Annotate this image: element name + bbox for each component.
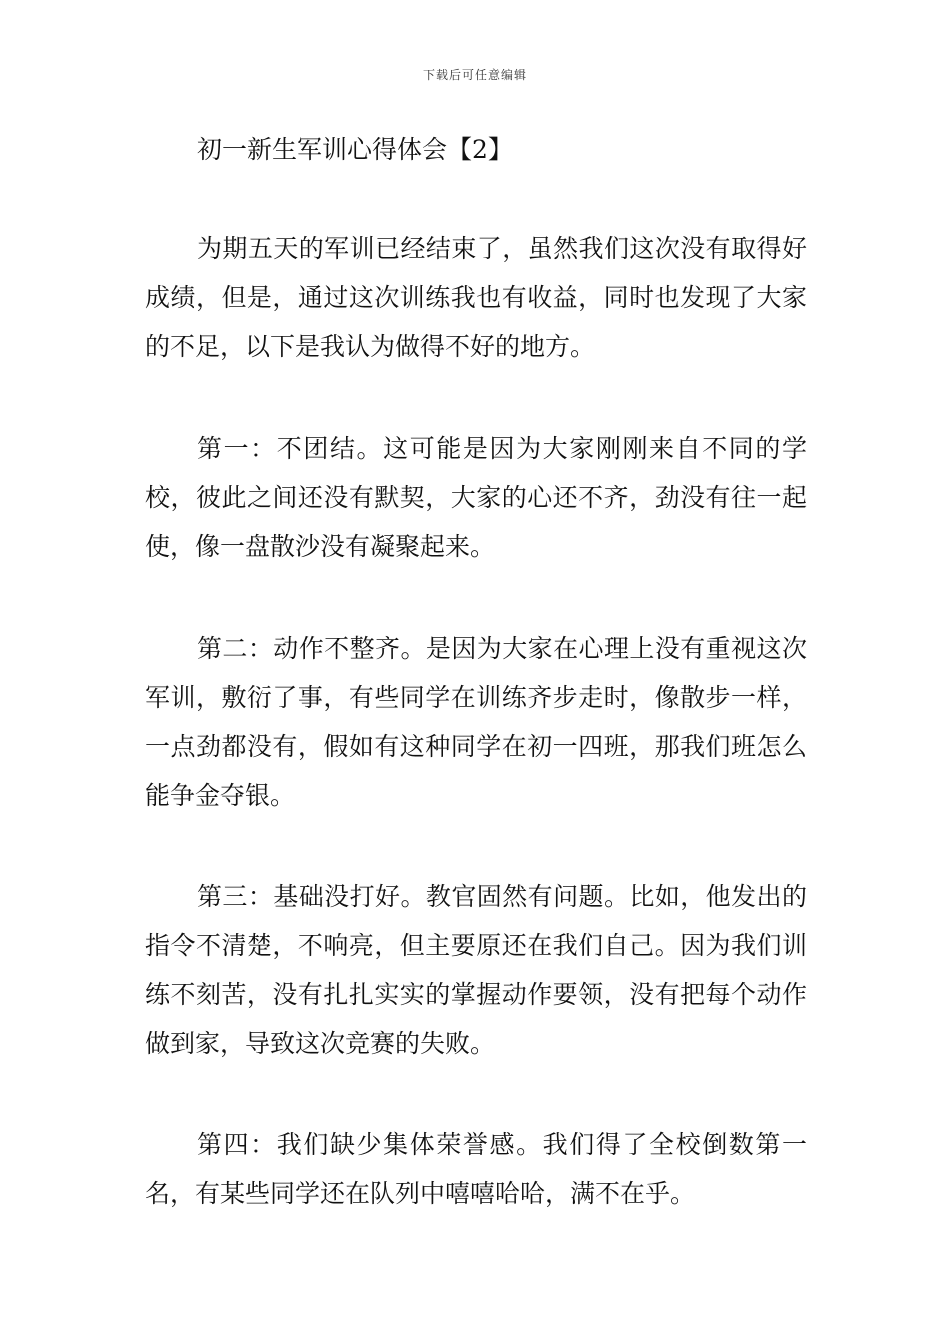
paragraph-point-1: 第一：不团结。这可能是因为大家刚刚来自不同的学校，彼此之间还没有默契，大家的心还不齐，劲没有往一起使，像一盘散沙没有凝聚起来。	[145, 434, 807, 561]
paragraph-point-2: 第二：动作不整齐。是因为大家在心理上没有重视这次军训，敷衍了事，有些同学在训练齐步走时，像散步一样，一点劲都没有，假如有这种同学在初一四班，那我们班怎么能争金夺银。	[145, 634, 807, 810]
paragraph-point-3: 第三：基础没打好。教官固然有问题。比如，他发出的指令不清楚，不响亮，但主要原还在我们自己。因为我们训练不刻苦，没有扎扎实实的掌握动作要领，没有把每个动作做到家，导致这次竞赛的失败。	[145, 882, 807, 1058]
document-title: 初一新生军训心得体会【2】	[197, 135, 513, 164]
paragraph-point-4: 第四：我们缺少集体荣誉感。我们得了全校倒数第一名，有某些同学还在队列中嘻嘻哈哈，满不在乎。	[145, 1130, 807, 1208]
paragraph-intro: 为期五天的军训已经结束了，虽然我们这次没有取得好成绩，但是，通过这次训练我也有收益，同时也发现了大家的不足，以下是我认为做得不好的地方。	[145, 234, 807, 361]
header-note: 下载后可任意编辑	[422, 68, 527, 82]
